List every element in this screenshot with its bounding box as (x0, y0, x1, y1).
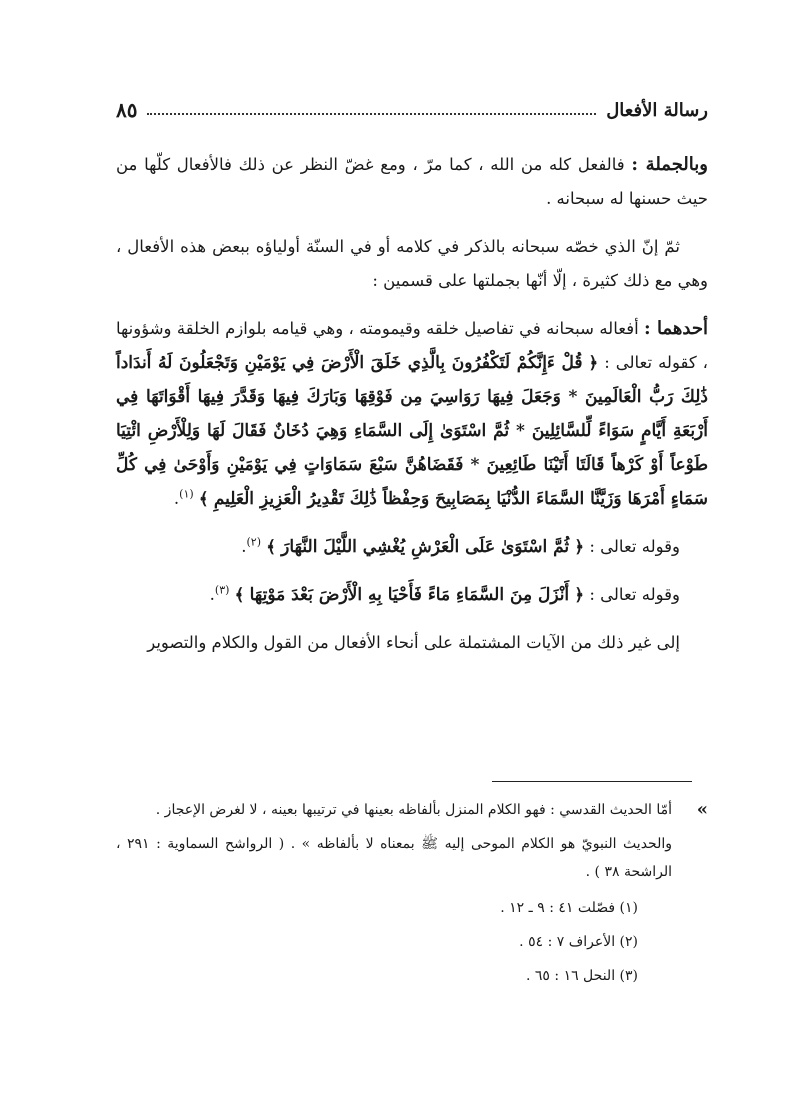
quran-verse-1: قُلْ ءَإِنَّكُمْ لَتَكْفُرُونَ بِالَّذِي خَلَقَ الْأَرْضَ فِي يَوْمَيْنِ وَتَجْعَلُونَ لَهُ أَندَاداً ذَٰلِكَ رَبُّ الْعَالَمِينَ * وَجَعَلَ فِيهَا رَوَاسِيَ مِن فَوْقِهَا وَبَارَكَ فِيهَا وَقَدَّرَ فِيهَا أَقْوَاتَهَا فِي أَرْبَعَةِ أَيَّامٍ سَوَاءً لِّلسَّائِلِينَ * ثُمَّ اسْتَوَىٰ إِلَى السَّمَاءِ وَهِيَ دُخَانٌ فَقَالَ لَهَا وَلِلْأَرْضِ ائْتِيَا طَوْعاً أَوْ كَرْهاً قَالَتَا أَتَيْنَا طَائِعِينَ * فَقَضَاهُنَّ سَبْعَ سَمَاوَاتٍ فِي يَوْمَيْنِ وَأَوْحَىٰ فِي كُلِّ سَمَاءٍ أَمْرَهَا وَزَيَّنَّا السَّمَاءَ الدُّنْيَا بِمَصَابِيحَ وَحِفْظاً ذَٰلِكَ تَقْدِيرُ الْعَزِيزِ الْعَلِيمِ (116, 353, 708, 509)
footnote-ref-2: (٢) (246, 535, 261, 549)
verse-open-bracket: ﴿ (574, 537, 585, 556)
running-title: رسالة الأفعال (606, 99, 708, 121)
verse-open-bracket: ﴿ (588, 353, 599, 372)
paragraph-1-lead: وبالجملة : (631, 154, 708, 175)
quran-verse-2: ثُمَّ اسْتَوَىٰ عَلَى الْعَرْشِ يُغْشِي اللَّيْلَ النَّهَارَ (281, 537, 570, 557)
quran-verse-3: أَنْزَلَ مِنَ السَّمَاءِ مَاءً فَأَحْيَا بِهِ الْأَرْضَ بَعْدَ مَوْتِهَا (249, 585, 570, 605)
footnote-item: (٣) النحل ١٦ : ٦٥ . (525, 968, 638, 984)
paragraph-1 (116, 148, 708, 216)
footnote-divider (492, 781, 692, 782)
footnote-item: (١) فصّلت ٤١ : ٩ ـ ١٢ . (500, 900, 638, 916)
continuation-mark: » (696, 799, 708, 820)
verse-close-bracket: ﴾ (198, 489, 209, 508)
verse-line-3: وقوله تعالى : ﴿ أَنْزَلَ مِنَ السَّمَاءِ مَاءً فَأَحْيَا بِهِ الْأَرْضَ بَعْدَ مَوْتِهَا ﴾ $^{(٣)}$. (209, 583, 680, 605)
paragraph-3: أحدهما : أفعاله سبحانه في تفاصيل خلقه وقيمومته ، وهي قيامه بلوازم الخلقة وشؤونها ، كقوله تعالى : ﴿ قُلْ ءَإِنَّكُمْ لَتَكْفُرُونَ بِالَّذِي خَلَقَ الْأَرْضَ فِي يَوْمَيْنِ وَتَجْعَلُونَ لَهُ أَندَاداً ذَٰلِكَ رَبُّ الْعَالَمِينَ * وَجَعَلَ فِيهَا رَوَاسِيَ مِن فَوْقِهَا وَبَارَكَ فِيهَا وَقَدَّرَ فِيهَا أَقْوَاتَهَا فِي أَرْبَعَةِ أَيَّامٍ سَوَاءً لِّلسَّائِلِينَ * ثُمَّ اسْتَوَىٰ إِلَى السَّمَاءِ وَهِيَ دُخَانٌ فَقَالَ لَهَا وَلِلْأَرْضِ ائْتِيَا طَوْعاً أَوْ كَرْهاً قَالَتَا أَتَيْنَا طَائِعِينَ * فَقَضَاهُنَّ سَبْعَ سَمَاوَاتٍ فِي يَوْمَيْنِ وَأَوْحَىٰ فِي كُلِّ سَمَاءٍ أَمْرَهَا وَزَيَّنَّا السَّمَاءَ الدُّنْيَا بِمَصَابِيحَ وَحِفْظاً ذَٰلِكَ تَقْدِيرُ الْعَزِيزِ الْعَلِيمِ ﴾ $^{(١)}$. (116, 318, 709, 509)
paragraph-1-text: فالفعل كله من الله ، كما مرّ ، ومع غضّ النظر عن ذلك فالأفعال كلّها من حيث حسنها له سبحانه . (116, 155, 708, 208)
paragraph-3-text: أفعاله سبحانه في تفاصيل خلقه وقيمومته ، وهي قيامه بلوازم الخلقة وشؤونها ، كقوله تعالى : (116, 319, 708, 372)
main-text (116, 148, 708, 674)
footnote-item: (٢) الأعراف ٧ : ٥٤ . (519, 934, 638, 950)
footnote-continuation-1: أمّا الحديث القدسي : فهو الكلام المنزل بألفاظه بعينها في ترتيبها بعينه ، لا لغرض الإعجاز . (155, 802, 672, 818)
verse-close-bracket: ﴾ (234, 585, 245, 604)
verse-close-bracket: ﴾ (266, 537, 276, 556)
footnote-ref-3: (٣) (214, 583, 230, 597)
footnote-continuation (116, 796, 708, 886)
footnote-list (116, 894, 708, 990)
header-leader-dots (147, 113, 596, 115)
verse-open-bracket: ﴿ (574, 585, 585, 604)
page-header (116, 92, 708, 128)
footnote-continuation-2: والحديث النبويّ هو الكلام الموحى إليه ﷺ بمعناه لا بألفاظه » . ( الرواشح السماوية : ٢٩١ ، الراشحة ٣٨ ) . (116, 836, 672, 880)
paragraph-2: ثمّ إنّ الذي خصّه سبحانه بالذكر في كلامه أو في السنّة أولياؤه ببعض هذه الأفعال ، وهي مع ذلك كثيرة ، إلّا أنّها بجملتها على قسمين : (116, 237, 708, 290)
paragraph-4: إلى غير ذلك من الآيات المشتملة على أنحاء الأفعال من القول والكلام والتصوير (147, 633, 680, 652)
verse-line-2: وقوله تعالى : ﴿ ثُمَّ اسْتَوَىٰ عَلَى الْعَرْشِ يُغْشِي اللَّيْلَ النَّهَارَ ﴾ $^{(٢)}$. (241, 535, 680, 557)
verse-2-intro: وقوله تعالى : (589, 537, 680, 556)
footnotes (116, 796, 708, 996)
footnote-ref-1: (١) (179, 487, 194, 501)
paragraph-3-lead: أحدهما : (644, 318, 709, 339)
page-number: ٨٥ (116, 98, 138, 122)
verse-3-intro: وقوله تعالى : (589, 585, 680, 604)
